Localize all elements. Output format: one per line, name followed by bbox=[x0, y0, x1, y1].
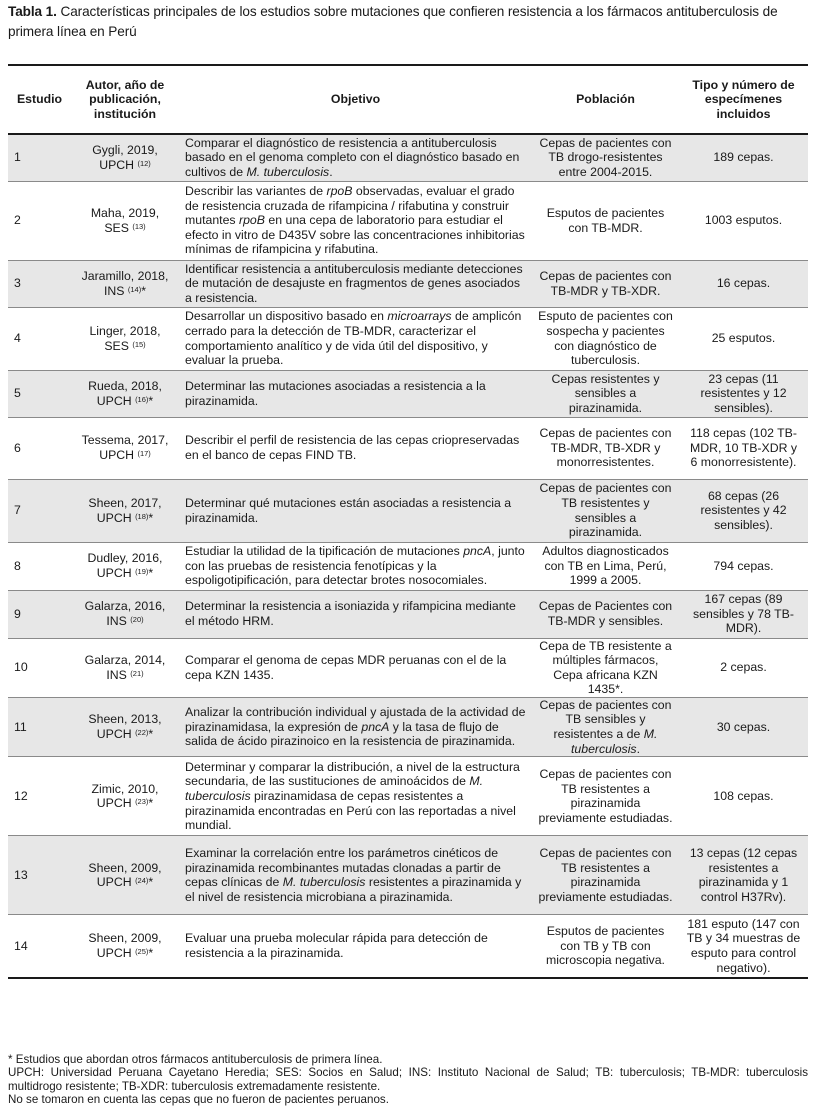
cell-autor bbox=[71, 638, 179, 697]
header-autor: Autor, año de publicación, institución bbox=[71, 65, 179, 134]
footnote-asterisk: * Estudios que abordan otros fármacos antituberculosis de primera línea. bbox=[8, 1053, 383, 1066]
cell-tipo: 25 esputos. bbox=[679, 307, 808, 370]
reference-number: (14) bbox=[127, 284, 142, 294]
reference-number: (19) bbox=[135, 567, 149, 576]
table-row bbox=[8, 370, 808, 417]
autor-text: Tessema, 2017, UPCH bbox=[81, 433, 169, 462]
cell-estudio: 2 bbox=[8, 181, 71, 260]
cell-autor bbox=[71, 134, 179, 181]
cell-objetivo: Estudiar la utilidad de la tipificación de mutaciones pncA, junto con las pruebas de resistencia fenotípicas y la espoligotipificación, para detectar brotes nosocomiales. bbox=[179, 542, 532, 590]
cell-estudio: 14 bbox=[8, 915, 71, 978]
header-objetivo: Objetivo bbox=[179, 65, 532, 134]
table-header-row bbox=[8, 65, 808, 134]
header-tipo: Tipo y número de especímenes incluidos bbox=[679, 65, 808, 134]
cell-objetivo: Examinar la correlación entre los parámetros cinéticos de pirazinamida recombinantes mutadas clonadas a partir de cepas clínicas de M. tuberculosis resistentes a pirazinamida y el nivel de resistencia microbiana a pirazinamida. bbox=[179, 836, 532, 915]
table-row bbox=[8, 590, 808, 638]
autor-text: Galarza, 2016, INS bbox=[84, 599, 166, 628]
cell-poblacion: Cepas de pacientes con TB resistentes y sensibles a pirazinamida. bbox=[532, 479, 679, 542]
cell-autor bbox=[71, 915, 179, 978]
autor-text: Zimic, 2010, UPCH bbox=[91, 781, 159, 811]
cell-autor bbox=[71, 417, 179, 479]
cell-tipo: 30 cepas. bbox=[679, 697, 808, 756]
footnote-abbreviations: UPCH: Universidad Peruana Cayetano Heredia; SES: Socios en Salud; INS: Instituto Nacional de Salud; TB: tuberculosis; TB-MDR: tuberculosis multidrogo resistente; TB-XDR: tuberculosis extremadamente resistente. bbox=[8, 1066, 808, 1093]
cell-objetivo: Evaluar una prueba molecular rápida para detección de resistencia a la pirazinamida. bbox=[179, 915, 532, 978]
table-row bbox=[8, 417, 808, 479]
cell-objetivo: Describir el perfil de resistencia de las cepas criopreservadas en el banco de cepas FIND TB. bbox=[179, 417, 532, 479]
cell-autor bbox=[71, 307, 179, 370]
cell-autor bbox=[71, 542, 179, 590]
table-caption bbox=[8, 2, 808, 42]
cell-objetivo: Determinar qué mutaciones están asociadas a resistencia a pirazinamida. bbox=[179, 479, 532, 542]
autor-text: Gygli, 2019, UPCH bbox=[92, 143, 158, 172]
table-row bbox=[8, 479, 808, 542]
cell-tipo: 16 cepas. bbox=[679, 260, 808, 307]
cell-autor bbox=[71, 836, 179, 915]
table-body bbox=[8, 134, 808, 978]
autor-text: Sheen, 2009, UPCH bbox=[88, 931, 162, 960]
autor-text: Linger, 2018, SES bbox=[89, 323, 161, 353]
cell-estudio: 4 bbox=[8, 307, 71, 370]
reference-number: (18) bbox=[135, 511, 149, 521]
cell-autor bbox=[71, 590, 179, 638]
table-title: Características principales de los estudios sobre mutaciones que confieren resistencia a los fármacos antituberculosis de primera línea en Perú bbox=[8, 4, 778, 39]
reference-number: (23) bbox=[135, 797, 149, 807]
cell-poblacion: Cepas de Pacientes con TB-MDR y sensibles. bbox=[532, 590, 679, 638]
cell-objetivo: Desarrollar un dispositivo basado en microarrays de amplicón cerrado para la detección de TB-MDR, caracterizar el comportamiento analítico y de vida útil del dispositivo, y evaluar la prueba. bbox=[179, 307, 532, 370]
first-line-marker: * bbox=[148, 946, 154, 960]
cell-tipo: 23 cepas (11 resistentes y 12 sensibles). bbox=[679, 370, 808, 417]
cell-tipo: 108 cepas. bbox=[679, 757, 808, 836]
table-label: Tabla 1. bbox=[8, 4, 57, 19]
cell-tipo: 1003 esputos. bbox=[679, 181, 808, 260]
cell-estudio: 1 bbox=[8, 134, 71, 181]
autor-text: Jaramillo, 2018, INS bbox=[81, 268, 169, 298]
cell-objetivo: Determinar las mutaciones asociadas a resistencia a la pirazinamida. bbox=[179, 370, 532, 417]
cell-estudio: 5 bbox=[8, 370, 71, 417]
cell-poblacion: Esputos de pacientes con TB y TB con microscopia negativa. bbox=[532, 915, 679, 978]
cell-tipo: 167 cepas (89 sensibles y 78 TB-MDR). bbox=[679, 590, 808, 638]
cell-estudio: 8 bbox=[8, 542, 71, 590]
cell-estudio: 6 bbox=[8, 417, 71, 479]
cell-poblacion: Cepas resistentes y sensibles a pirazinamida. bbox=[532, 370, 679, 417]
cell-tipo: 2 cepas. bbox=[679, 638, 808, 697]
table-row bbox=[8, 134, 808, 181]
first-line-marker: * bbox=[148, 875, 154, 890]
cell-objetivo: Determinar la resistencia a isoniazida y rifampicina mediante el método HRM. bbox=[179, 590, 532, 638]
cell-objetivo: Determinar y comparar la distribución, a nivel de la estructura secundaria, de las sustituciones de aminoácidos de M. tuberculosis pirazinamidasa de cepas resistentes a pirazinamida encontradas en Perú con las reportadas a nivel mundial. bbox=[179, 757, 532, 836]
cell-estudio: 3 bbox=[8, 260, 71, 307]
cell-autor bbox=[71, 757, 179, 836]
table-footnotes bbox=[8, 1053, 808, 1107]
header-poblacion: Población bbox=[532, 65, 679, 134]
studies-table bbox=[8, 64, 808, 979]
table-row bbox=[8, 260, 808, 307]
reference-number: (13) bbox=[132, 221, 146, 231]
table-row bbox=[8, 181, 808, 260]
footnote-note: No se tomaron en cuenta las cepas que no fueron de pacientes peruanos. bbox=[8, 1093, 389, 1107]
cell-objetivo: Analizar la contribución individual y ajustada de la actividad de pirazinamidasa, la expresión de pncA y la tasa de flujo de salida de ácido pirazinoico en la resistencia de pirazinamida. bbox=[179, 697, 532, 756]
first-line-marker: * bbox=[148, 566, 154, 580]
reference-number: (25) bbox=[135, 947, 149, 956]
first-line-marker: * bbox=[148, 796, 154, 811]
reference-number: (17) bbox=[137, 449, 151, 458]
cell-tipo: 794 cepas. bbox=[679, 542, 808, 590]
cell-tipo: 189 cepas. bbox=[679, 134, 808, 181]
table-row bbox=[8, 915, 808, 978]
cell-objetivo: Identificar resistencia a antituberculosis mediante detecciones de mutación de desajuste en fragmentos de genes asociados a resistencia. bbox=[179, 260, 532, 307]
cell-poblacion: Cepas de pacientes con TB resistentes a pirazinamida previamente estudiadas. bbox=[532, 757, 679, 836]
cell-tipo: 118 cepas (102 TB-MDR, 10 TB-XDR y 6 monorresistente). bbox=[679, 417, 808, 479]
cell-tipo: 13 cepas (12 cepas resistentes a pirazinamida y 1 control H37Rv). bbox=[679, 836, 808, 915]
autor-text: Maha, 2019, SES bbox=[90, 205, 160, 235]
cell-estudio: 11 bbox=[8, 697, 71, 756]
reference-number: (12) bbox=[137, 158, 151, 168]
cell-estudio: 7 bbox=[8, 479, 71, 542]
reference-number: (16) bbox=[135, 394, 149, 404]
cell-poblacion: Cepas de pacientes con TB-MDR y TB-XDR. bbox=[532, 260, 679, 307]
cell-poblacion: Esputo de pacientes con sospecha y pacientes con diagnóstico de tuberculosis. bbox=[532, 307, 679, 370]
cell-autor bbox=[71, 479, 179, 542]
autor-text: Sheen, 2013, UPCH bbox=[88, 712, 162, 742]
autor-text: Rueda, 2018, UPCH bbox=[88, 378, 162, 408]
autor-text: Sheen, 2009, UPCH bbox=[88, 860, 162, 890]
table-row bbox=[8, 836, 808, 915]
cell-autor bbox=[71, 260, 179, 307]
table-row bbox=[8, 757, 808, 836]
autor-text: Dudley, 2016, UPCH bbox=[87, 551, 163, 580]
cell-poblacion: Cepa de TB resistente a múltiples fármacos, Cepa africana KZN 1435*. bbox=[532, 638, 679, 697]
cell-estudio: 13 bbox=[8, 836, 71, 915]
reference-number: (20) bbox=[130, 615, 144, 624]
autor-text: Galarza, 2014, INS bbox=[84, 653, 166, 682]
reference-number: (15) bbox=[132, 339, 146, 349]
first-line-marker: * bbox=[148, 393, 154, 408]
autor-text: Sheen, 2017, UPCH bbox=[88, 495, 162, 525]
cell-poblacion: Cepas de pacientes con TB sensibles y resistentes a de M. tuberculosis. bbox=[532, 697, 679, 756]
table-row bbox=[8, 307, 808, 370]
first-line-marker: * bbox=[148, 727, 154, 742]
cell-tipo: 68 cepas (26 resistentes y 42 sensibles). bbox=[679, 479, 808, 542]
cell-poblacion: Adultos diagnosticados con TB en Lima, Perú, 1999 a 2005. bbox=[532, 542, 679, 590]
cell-objetivo: Comparar el genoma de cepas MDR peruanas con el de la cepa KZN 1435. bbox=[179, 638, 532, 697]
cell-estudio: 10 bbox=[8, 638, 71, 697]
cell-estudio: 12 bbox=[8, 757, 71, 836]
cell-estudio: 9 bbox=[8, 590, 71, 638]
reference-number: (24) bbox=[135, 876, 149, 886]
cell-autor bbox=[71, 697, 179, 756]
first-line-marker: * bbox=[148, 510, 154, 525]
cell-poblacion: Cepas de pacientes con TB resistentes a pirazinamida previamente estudiadas. bbox=[532, 836, 679, 915]
cell-tipo: 181 esputo (147 con TB y 34 muestras de esputo para control negativo). bbox=[679, 915, 808, 978]
table-row bbox=[8, 697, 808, 756]
cell-objetivo: Describir las variantes de rpoB observadas, evaluar el grado de resistencia cruzada de rifampicina / rifabutina y construir mutantes rpoB en una cepa de laboratorio para estudiar el efecto in vitro de D435V sobre las concentraciones inhibitorias mínimas de rifampicina y rifabutina. bbox=[179, 181, 532, 260]
cell-objetivo: Comparar el diagnóstico de resistencia a antituberculosis basado en el genoma completo con el diagnóstico basado en cultivos de M. tuberculosis. bbox=[179, 134, 532, 181]
table-row bbox=[8, 638, 808, 697]
header-estudio: Estudio bbox=[8, 65, 71, 134]
cell-autor bbox=[71, 370, 179, 417]
cell-poblacion: Cepas de pacientes con TB drogo-resistentes entre 2004-2015. bbox=[532, 134, 679, 181]
cell-poblacion: Esputos de pacientes con TB-MDR. bbox=[532, 181, 679, 260]
table-row bbox=[8, 542, 808, 590]
cell-poblacion: Cepas de pacientes con TB-MDR, TB-XDR y monorresistentes. bbox=[532, 417, 679, 479]
reference-number: (21) bbox=[130, 668, 144, 678]
cell-autor bbox=[71, 181, 179, 260]
reference-number: (22) bbox=[135, 728, 149, 738]
first-line-marker: * bbox=[141, 283, 147, 298]
